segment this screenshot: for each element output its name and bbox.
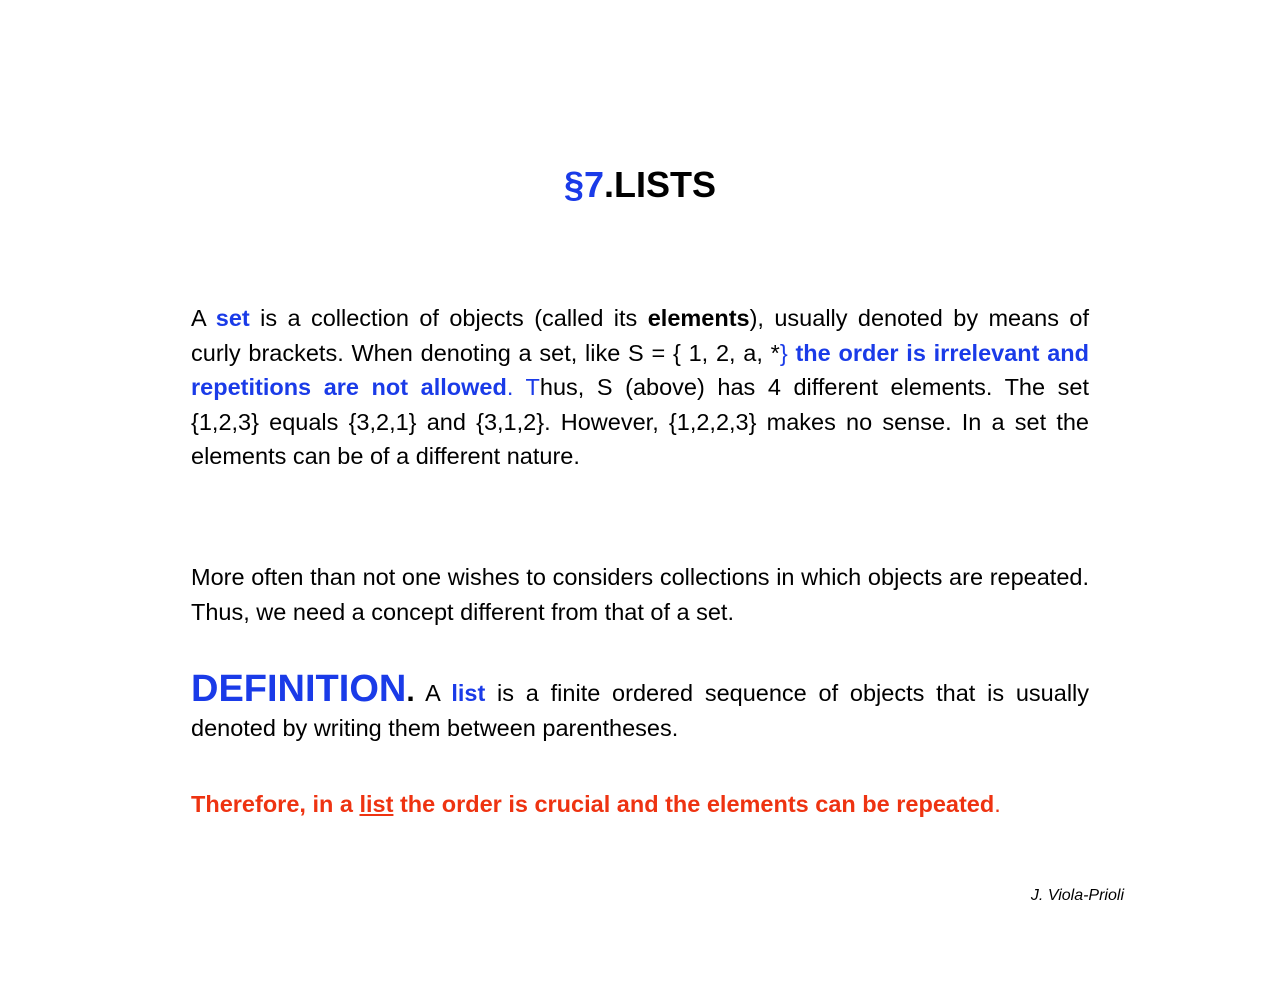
definition-label: DEFINITION [191,668,407,710]
author-credit: J. Viola-Prioli [1030,887,1124,904]
highlight-period: . [506,374,514,400]
keyword-list-underlined: list [359,791,394,817]
motivation-paragraph: More often than not one wishes to considers collections in which objects are repeated. Thus, we need a concept different from that of a set. [191,564,1089,625]
text-run: Therefore, in a [191,791,360,817]
closing-brace: } [779,339,788,366]
keyword-elements: elements [647,305,750,331]
set-rule-highlight: the order is irrelevant and repetitions are not allowed [191,339,1090,400]
thus-initial: T [525,374,540,400]
conclusion-paragraph [191,787,1089,822]
definition-period: . [406,675,415,708]
keyword-list: list [451,680,486,706]
text-run: is a collection of objects (called its [249,305,648,331]
title-text: .LISTS [604,164,717,205]
text-run: ), usually denoted by means of curly brackets. When denoting a set, like S = { 1, 2, a, * [191,305,1089,366]
text-run: the order is crucial and the elements can be repeated [393,791,995,817]
text-run [513,374,525,400]
keyword-set: set [215,305,250,331]
text-run: A [414,680,452,706]
text-run: A [191,305,216,331]
set-paragraph [191,301,1089,474]
text-run: hus, S (above) has 4 different elements. The set {1,2,3} equals {3,2,1} and {3,1,2}. However, {1,2,2,3} makes no sense. In a set the elements can be of a different nature. [191,374,1089,469]
slide-title [0,160,1280,210]
conclusion-period: . [994,791,1001,817]
definition-paragraph [191,670,1089,745]
section-number: §7 [563,164,605,205]
text-run: is a finite ordered sequence of objects that is usually denoted by writing them between parentheses. [191,680,1090,741]
